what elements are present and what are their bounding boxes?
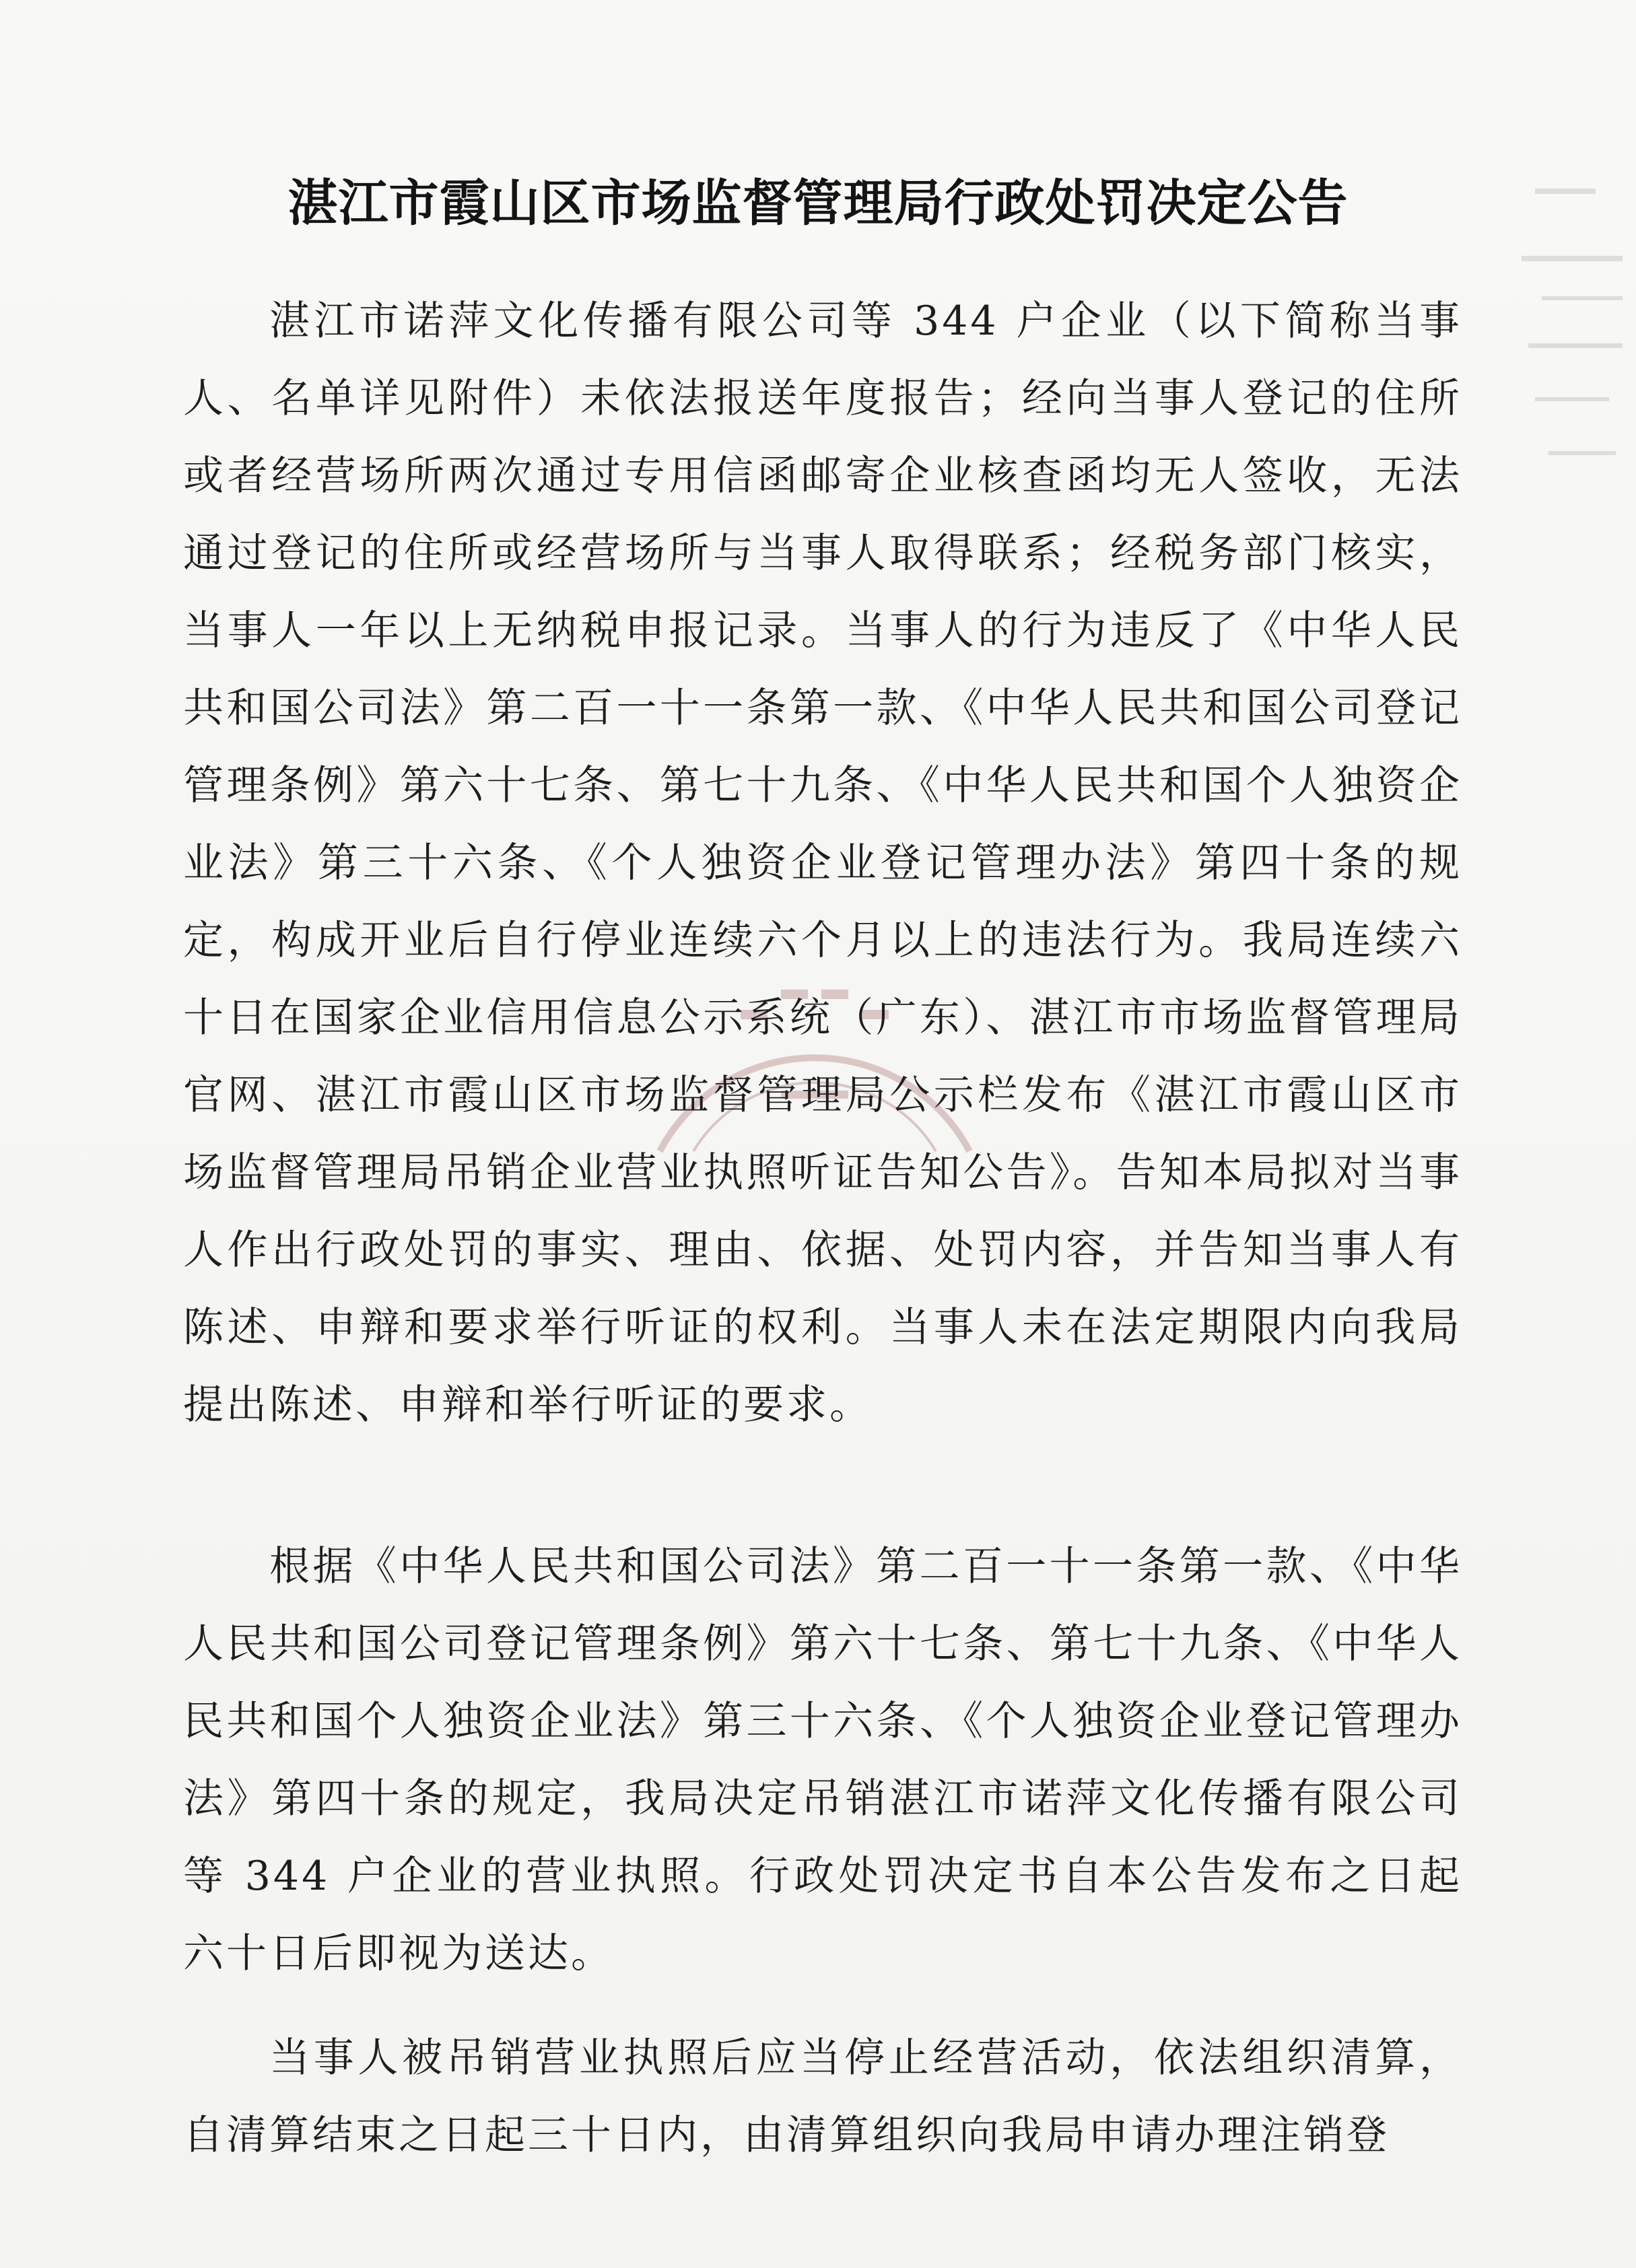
document-title: 湛江市霞山区市场监督管理局行政处罚决定公告 — [287, 174, 1349, 232]
paragraph-2: 根据《中华人民共和国公司法》第二百一十一条第一款、《中华人民共和国公司登记管理条例》第六十七条、第七十九条、《中华人民共和国个人独资企业法》第三十六条、《个人独资企业登记管理办法》第四十条的规定，我局决定吊销湛江市诺萍文化传播有限公司等 344 户企业的营业执照。行政处罚决定书自本公告发布之日起六十日后即视为送达。 — [183, 1543, 1462, 1977]
paragraph-3: 当事人被吊销营业执照后应当停止经营活动，依法组织清算，自清算结束之日起三十日内，由清算组织向我局申请办理注销登 — [183, 2034, 1462, 2159]
paragraph-1: 湛江市诺萍文化传播有限公司等 344 户企业（以下简称当事人、名单详见附件）未依法报送年度报告；经向当事人登记的住所或者经营场所两次通过专用信函邮寄企业核查函均无人签收，无法通过登记的住所或经营场所与当事人取得联系；经税务部门核实，当事人一年以上无纳税申报记录。当事人的行为违反了《中华人民共和国公司法》第二百一十一条第一款、《中华人民共和国公司登记管理条例》第六十七条、第七十九条、《中华人民共和国个人独资企业法》第三十六条、《个人独资企业登记管理办法》第四十条的规定，构成开业后自行停业连续六个月以上的违法行为。我局连续六十日在国家企业信用信息公示系统（广东）、湛江市市场监督管理局官网、湛江市霞山区市场监督管理局公示栏发布《湛江市霞山区市场监督管理局吊销企业营业执照听证告知公告》。告知本局拟对当事人作出行政处罚的事实、理由、依据、处罚内容，并告知当事人有陈述、申辩和要求举行听证的权利。当事人未在法定期限内向我局提出陈述、申辩和举行听证的要求。 — [183, 298, 1462, 1429]
